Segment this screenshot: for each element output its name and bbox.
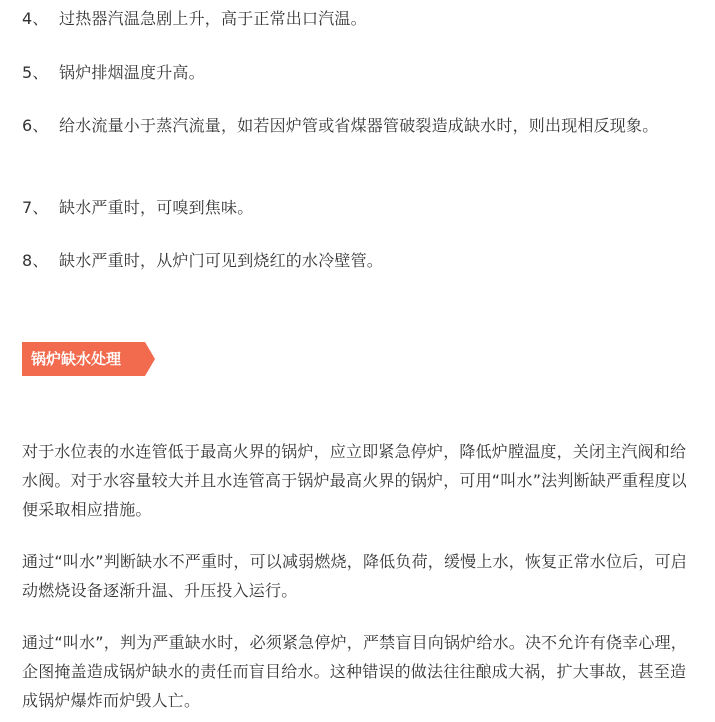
list-item	[22, 58, 702, 87]
paragraph: 对于水位表的水连管低于最高火界的锅炉，应立即紧急停炉，降低炉膛温度，关闭主汽阀和给水阀。对于水容量较大并且水连管高于锅炉最高火界的锅炉，可用“叫水”法判断缺严重程度以便采取相应措施。	[22, 442, 687, 519]
list-item	[22, 246, 702, 275]
list-item	[22, 111, 702, 140]
list-item-text: 过热器汽温急剧上升，高于正常出口汽温。	[59, 9, 367, 28]
list-item-number: 8、	[22, 251, 49, 270]
section-heading	[22, 342, 155, 376]
section-heading-title: 锅炉缺水处理	[31, 350, 122, 368]
list-item	[22, 193, 702, 222]
list-item-number: 7、	[22, 198, 49, 217]
list-item-text: 缺水严重时，可嗅到焦味。	[59, 198, 254, 217]
list-item-number: 6、	[22, 116, 49, 135]
list-item-number: 5、	[22, 63, 49, 82]
list-item-text: 锅炉排烟温度升高。	[59, 63, 205, 82]
paragraph: 通过“叫水”判断缺水不严重时，可以减弱燃烧，降低负荷，缓慢上水，恢复正常水位后，可启动燃烧设备逐渐升温、升压投入运行。	[22, 552, 687, 600]
list-item-text: 给水流量小于蒸汽流量，如若因炉管或省煤器管破裂造成缺水时，则出现相反现象。	[59, 116, 659, 135]
list-item	[22, 4, 702, 33]
list-item-text: 缺水严重时，从炉门可见到烧红的水冷壁管。	[59, 251, 384, 270]
paragraph: 通过“叫水”，判为严重缺水时，必须紧急停炉，严禁盲目向锅炉给水。决不允许有侥幸心理，企图掩盖造成锅炉缺水的责任而盲目给水。这种错误的做法往往酿成大祸，扩大事故，甚至造成锅炉爆炸而炉毁人亡。	[22, 633, 687, 710]
list-item-number: 4、	[22, 9, 49, 28]
